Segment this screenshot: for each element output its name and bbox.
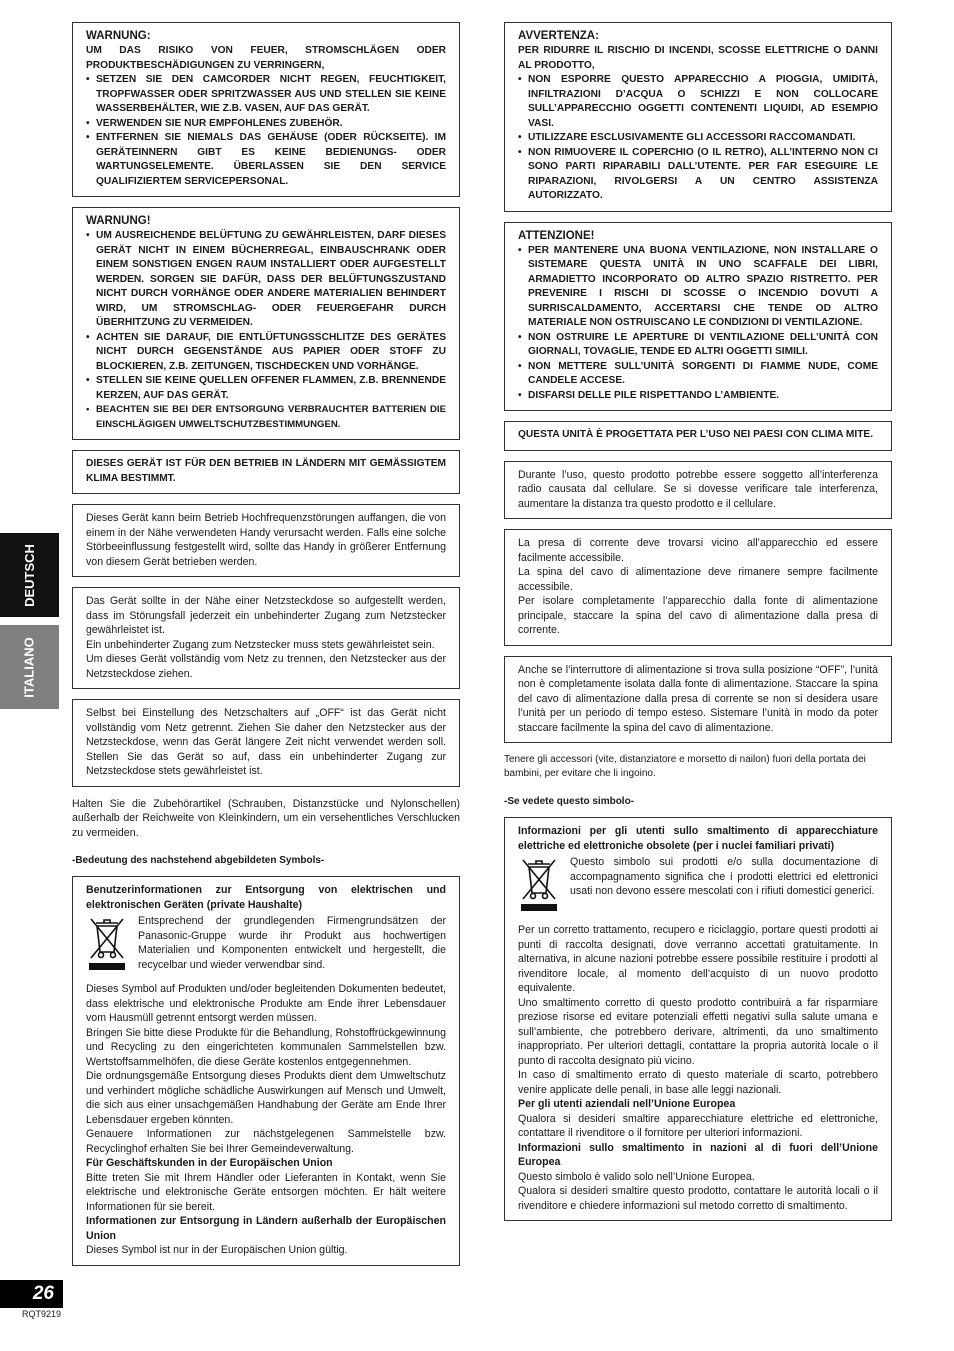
socket-paragraph: La spina del cavo di alimentazione deve rimanere sempre facilmente accessibile. bbox=[518, 566, 878, 593]
warning-item: • PER MANTENERE UNA BUONA VENTILAZIONE, NON INSTALLARE O SISTEMARE QUESTA UNITÀ IN UNO SCAFFALE DEI LIBRI, ARMADIETTO INCORPORATO OD ALTRO SPAZIO RISTRETTO. PER PREVENIRE I RISCHI DI SCOSSE O INCENDIO DOVUTI A SURRISCALDAMENTO, ACCERTARSI CHE TENDE OD ALTRO MATERIALE NON OSTRUISCANO LE CONDIZIONI DI VENTILAZIONE. bbox=[518, 244, 878, 331]
disposal-subheading: Per gli utenti aziendali nell’Unione Europea bbox=[518, 1098, 736, 1110]
warning-list bbox=[86, 229, 446, 432]
warning-item: • NON ESPORRE QUESTO APPARECCHIO A PIOGGIA, UMIDITÀ, INFILTRAZIONI D’ACQUA O SCHIZZI E NON COLLOCARE SULL’APPARECCHIO OGGETTI CONTENENTI LIQUIDI, AD ESEMPIO VASI. bbox=[518, 73, 878, 131]
document-code: RQT9219 bbox=[22, 1309, 62, 1319]
disposal-paragraph: Qualora si desideri smaltire apparecchiature elettriche ed elettroniche, contattare il rivenditore o il fornitore per ulteriori informazioni. bbox=[518, 1112, 878, 1139]
tab-italiano-label: ITALIANO bbox=[22, 636, 38, 698]
warning-item: • NON OSTRUIRE LE APERTURE DI VENTILAZIONE DELL’UNITÀ CON GIORNALI, TOVAGLIE, TENDE ED ALTRI OGGETTI SIMILI. bbox=[518, 331, 878, 360]
disposal-paragraph: Dieses Symbol ist nur in der Europäischen Union gültig. bbox=[86, 1244, 348, 1256]
disposal-paragraph: Bitte treten Sie mit Ihrem Händler oder Lieferanten in Kontakt, wenn Sie elektrische und elektronische Geräte entsorgen möchten. Er hält weitere Informationen für sie bereit. bbox=[86, 1171, 446, 1213]
socket-paragraph: Ein unbehinderter Zugang zum Netzstecker muss stets gewährleistet sein. bbox=[86, 638, 435, 651]
disposal-paragraph: Uno smaltimento corretto di questo prodotto contribuirà a far risparmiare preziose risorse ed evitare potenziali effetti negativi sulla salute umana e sull’ambiente, che potrebbero derivare, altrimenti, da uno smaltimento inappropriato. Per ulteriori dettagli, contattare la propria autorità locale o il punto di raccolta designato più vicino. bbox=[518, 996, 878, 1067]
disposal-title: Informazioni per gli utenti sullo smaltimento di apparecchiature elettriche ed elettroniche obsolete (per i nuclei familiari privati) bbox=[518, 825, 878, 852]
disposal-paragraph: In caso di smaltimento errato di questo materiale di scarto, potrebbero venire applicate delle penali, in base alle leggi nazionali. bbox=[518, 1069, 878, 1096]
warning-title: AVVERTENZA: bbox=[518, 30, 599, 42]
off-switch-notice: Selbst bei Einstellung des Netzschalters auf „OFF“ ist das Gerät nicht vollständig vom Netz getrennt. Ziehen Sie daher den Netzstecker aus der Netzsteckdose, wenn das Gerät längere Zeit nicht verwendet werden soll. Stellen Sie das Gerät so auf, dass ein unbehinderter Zugang zur Netzsteckdose stets gewährleistet ist. bbox=[72, 699, 460, 787]
warning-list bbox=[86, 73, 446, 189]
disposal-subheading: Informazioni sullo smaltimento in nazioni al di fuori dell’Unione Europea bbox=[518, 1141, 878, 1168]
socket-paragraph: La presa di corrente deve trovarsi vicino all’apparecchio ed essere facilmente accessibile. bbox=[518, 537, 878, 564]
symbol-heading: -Bedeutung des nachstehend abgebildeten Symbols- bbox=[72, 855, 325, 866]
warning-box-fire bbox=[72, 22, 460, 197]
disposal-paragraph: Die ordnungsgemäße Entsorgung dieses Produkts dient dem Umweltschutz und verhindert mögliche schädliche Auswirkungen auf Mensch und Umwelt, die sich aus einer unsachgemäßen Handhabung der Geräte am Ende Ihrer Lebensdauer ergeben könnten. bbox=[86, 1070, 446, 1126]
column-italian bbox=[504, 22, 892, 1231]
warning-list bbox=[518, 244, 878, 404]
socket-notice bbox=[504, 529, 892, 646]
tab-italiano bbox=[0, 625, 59, 709]
warning-item: • DISFARSI DELLE PILE RISPETTANDO L’AMBIENTE. bbox=[518, 389, 878, 404]
tab-deutsch bbox=[0, 533, 59, 617]
interference-notice: Durante l’uso, questo prodotto potrebbe essere soggetto all’interferenza radio causata dal cellulare. Se si dovesse verificare tale interferenza, aumentare la distanza tra questo prodotto e il cellulare. bbox=[504, 461, 892, 520]
warning-title: WARNUNG! bbox=[86, 215, 151, 227]
warning-item: • SETZEN SIE DEN CAMCORDER NICHT REGEN, FEUCHTIGKEIT, TROPFWASSER ODER SPRITZWASSER AUS UND STELLEN SIE KEINE WASSERBEHÄLTER, WIE Z.B. VASEN, AUF DAS GERÄT. bbox=[86, 73, 446, 117]
tab-deutsch-label: DEUTSCH bbox=[22, 543, 37, 607]
crossed-bin-icon bbox=[86, 914, 128, 972]
warning-item: • UM AUSREICHENDE BELÜFTUNG ZU GEWÄHRLEISTEN, DARF DIESES GERÄT NICHT IN EINEM BÜCHERREGAL, EINBAUSCHRANK ODER EINEM SONSTIGEN ENGEN RAUM INSTALLIERT ODER AUFGESTELLT WERDEN. SORGEN SIE DAFÜR, DASS DER BELÜFTUNGSZUSTAND NICHT DURCH VORHÄNGE ODER ANDERE MATERIALIEN BEHINDERT WIRD, UM STROMSCHLAG- ODER FEUERGEFAHR DURCH ÜBERHITZUNG ZU VERMEIDEN. bbox=[86, 229, 446, 331]
warning-list bbox=[518, 73, 878, 204]
disposal-title: Benutzerinformationen zur Entsorgung von elektrischen und elektronischen Geräten (private Haushalte) bbox=[86, 884, 446, 911]
page-number: 26 bbox=[0, 1280, 63, 1308]
disposal-info-box bbox=[504, 817, 892, 1221]
accessories-notice: Tenere gli accessori (vite, distanziatore e morsetto di nailon) fuori della portata dei bambini, per evitare che li ingoino. bbox=[504, 754, 866, 779]
disposal-paragraph: Qualora si desideri smaltire questo prodotto, contattare le autorità locali o il rivenditore e chiedere informazioni sul metodo corretto di smaltimento. bbox=[518, 1185, 878, 1212]
interference-notice: Dieses Gerät kann beim Betrieb Hochfrequenzstörungen auffangen, die von einem in der Nähe verwendeten Handy verursacht werden. Falls eine solche Störbeeinflussung festgestellt wird, sollte das Handy in größerer Entfernung von diesem Gerät betrieben werden. bbox=[72, 504, 460, 577]
disposal-symbol-text: Entsprechend der grundlegenden Firmengrundsätzen der Panasonic-Gruppe wurde ihr Produkt aus hochwertigen Materialien und Komponenten entwickelt und hergestellt, die recycelbar und wieder verwendbar sind. bbox=[138, 915, 446, 971]
warning-item: • BEACHTEN SIE BEI DER ENTSORGUNG VERBRAUCHTER BATTERIEN DIE EINSCHLÄGIGEN UMWELTSCHUTZBESTIMMUNGEN. bbox=[86, 403, 446, 432]
socket-notice bbox=[72, 587, 460, 689]
climate-notice: QUESTA UNITÀ È PROGETTATA PER L’USO NEI PAESI CON CLIMA MITE. bbox=[504, 421, 892, 451]
climate-notice: DIESES GERÄT IST FÜR DEN BETRIEB IN LÄNDERN MIT GEMÄSSIGTEM KLIMA BESTIMMT. bbox=[72, 450, 460, 494]
warning-item: • UTILIZZARE ESCLUSIVAMENTE GLI ACCESSORI RACCOMANDATI. bbox=[518, 131, 878, 146]
warning-box-ventilation bbox=[504, 222, 892, 412]
disposal-symbol-row bbox=[518, 855, 878, 913]
off-switch-notice: Anche se l’interruttore di alimentazione si trova sulla posizione “OFF”, l’unità non è completamente isolata dalla fonte di alimentazione. Staccare la spina del cavo di alimentazione dalla presa di corrente se non si desidera usare l’unità per un periodo di tempo esteso. Sistemare l’unità in modo da poter staccare facilmente la spina del cavo di alimentazione. bbox=[504, 656, 892, 744]
crossed-bin-icon bbox=[518, 855, 560, 913]
socket-paragraph: Um dieses Gerät vollständig vom Netz zu trennen, den Netzstecker aus der Netzsteckdose ziehen. bbox=[86, 653, 446, 680]
disposal-subheading: Für Geschäftskunden in der Europäischen Union bbox=[86, 1157, 333, 1169]
warning-item: • NON METTERE SULL’UNITÀ SORGENTI DI FIAMME NUDE, COME CANDELE ACCESE. bbox=[518, 360, 878, 389]
warning-item: • VERWENDEN SIE NUR EMPFOHLENES ZUBEHÖR. bbox=[86, 117, 446, 132]
column-german bbox=[72, 22, 460, 1276]
disposal-symbol-text: Questo simbolo sui prodotti e/o sulla documentazione di accompagnamento significa che i prodotti elettrici ed elettronici usati non devono essere mescolati con i rifiuti domestici generici. bbox=[570, 856, 878, 897]
socket-paragraph: Per isolare completamente l’apparecchio dalla fonte di alimentazione principale, staccare la spina del cavo di alimentazione dalla presa di corrente. bbox=[518, 595, 878, 636]
warning-item: • STELLEN SIE KEINE QUELLEN OFFENER FLAMMEN, Z.B. BRENNENDE KERZEN, AUF DAS GERÄT. bbox=[86, 374, 446, 403]
warning-title: ATTENZIONE! bbox=[518, 229, 595, 242]
socket-paragraph: Das Gerät sollte in der Nähe einer Netzsteckdose so aufgestellt werden, dass im Störungsfall jederzeit ein unbehinderter Zugang zum Netzstecker gewährleistet ist. bbox=[86, 595, 446, 636]
disposal-paragraph: Questo simbolo è valido solo nell’Unione Europea. bbox=[518, 1170, 755, 1183]
disposal-paragraph: Per un corretto trattamento, recupero e riciclaggio, portare questi prodotti ai punti di raccolta designati, dove verranno accettati gratuitamente. In alternativa, in alcune nazioni potrebbe essere possibile restituire i prodotti al rivenditore locale, al momento dell’acquisto di un nuovo prodotto equivalente. bbox=[518, 924, 878, 994]
warning-box-ventilation bbox=[72, 207, 460, 440]
disposal-info-box bbox=[72, 876, 460, 1266]
accessories-notice: Halten Sie die Zubehörartikel (Schrauben, Distanzstücke und Nylonschellen) außerhalb der Reichweite von Kleinkindern, um ein versehentliches Verschlucken zu vermeiden. bbox=[72, 797, 460, 839]
disposal-paragraph: Bringen Sie bitte diese Produkte für die Behandlung, Rohstoffrückgewinnung und Recycling zu den eingerichteten kommunalen Sammelstellen bzw. Wertstoffsammelhöfen, die diese Geräte kostenlos entgegennehmen. bbox=[86, 1026, 446, 1068]
warning-item: • ENTFERNEN SIE NIEMALS DAS GEHÄUSE (ODER RÜCKSEITE). IM GERÄTEINNERN GIBT ES KEINE BEDIENUNGS- ODER WARTUNGSELEMENTE. ÜBERLASSEN SIE DEN SERVICE QUALIFIZIERTEM SERVICEPERSONAL. bbox=[86, 131, 446, 189]
disposal-paragraph: Dieses Symbol auf Produkten und/oder begleitenden Dokumenten bedeutet, dass elektrische und elektronische Produkte am Ende ihrer Lebensdauer vom Hausmüll getrennt entsorgt werden müssen. bbox=[86, 983, 446, 1024]
warning-intro: UM DAS RISIKO VON FEUER, STROMSCHLÄGEN ODER PRODUKTBESCHÄDIGUNGEN ZU VERRINGERN, bbox=[86, 45, 446, 71]
disposal-paragraph: Genauere Informationen zur nächstgelegenen Sammelstelle bzw. Recyclinghof erhalten Sie bei Ihrer Gemeindeverwaltung. bbox=[86, 1128, 446, 1155]
symbol-heading: -Se vedete questo simbolo- bbox=[504, 796, 635, 807]
warning-box-fire bbox=[504, 22, 892, 212]
disposal-subheading: Informationen zur Entsorgung in Ländern außerhalb der Europäischen Union bbox=[86, 1215, 446, 1242]
disposal-symbol-row bbox=[86, 914, 446, 972]
warning-title: WARNUNG: bbox=[86, 30, 151, 42]
warning-item: • NON RIMUOVERE IL COPERCHIO (O IL RETRO), ALL’INTERNO NON CI SONO PARTI RIPARABILI DALL’UTENTE. PER FAR ESEGUIRE LE RIPARAZIONI, RIVOLGERSI A UN CENTRO ASSISTENZA AUTORIZZATO. bbox=[518, 146, 878, 204]
warning-item: • ACHTEN SIE DARAUF, DIE ENTLÜFTUNGSSCHLITZE DES GERÄTES NICHT DURCH GEGENSTÄNDE AUS PAPIER ODER STOFF ZU BLOCKIEREN, Z.B. ZEITUNGEN, TISCHDECKEN UND VORHÄNGE. bbox=[86, 331, 446, 375]
warning-intro: PER RIDURRE IL RISCHIO DI INCENDI, SCOSSE ELETTRICHE O DANNI AL PRODOTTO, bbox=[518, 45, 878, 71]
